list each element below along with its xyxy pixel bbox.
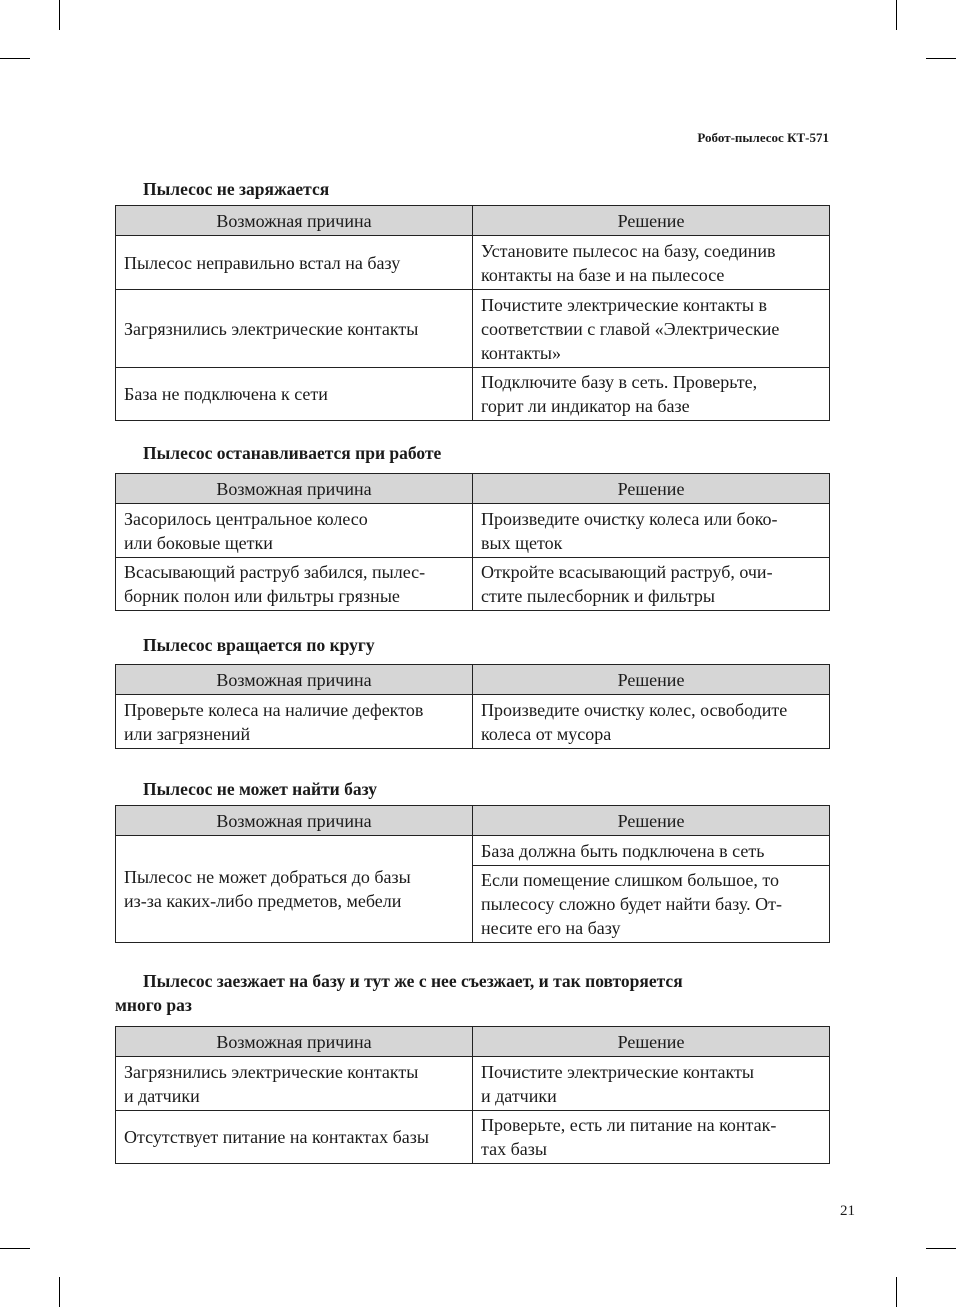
section-title: Пылесос не может найти базу	[143, 779, 378, 799]
crop-mark	[926, 1248, 956, 1249]
table-row: Отсутствует питание на контактах базы Проверьте, есть ли питание на контак- тах базы	[116, 1111, 830, 1164]
table-row: Пылесос неправильно встал на базу Установите пылесос на базу, соединив контакты на базе и на пылесосе	[116, 236, 830, 290]
column-header: Возможная причина	[116, 665, 473, 695]
troubleshooting-table	[115, 805, 830, 943]
page-number: 21	[840, 1203, 855, 1219]
crop-mark	[59, 0, 60, 30]
column-header: Решение	[473, 474, 830, 504]
troubleshooting-table	[115, 473, 830, 611]
troubleshooting-table	[115, 1026, 830, 1164]
column-header: Решение	[473, 806, 830, 836]
troubleshooting-table	[115, 664, 830, 749]
table-row: Проверьте колеса на наличие дефектов или загрязнений Произведите очистку колес, освободите колеса от мусора	[116, 695, 830, 749]
column-header: Возможная причина	[116, 206, 473, 236]
column-header: Возможная причина	[116, 806, 473, 836]
column-header: Возможная причина	[116, 474, 473, 504]
table-row: Всасывающий раструб забился, пылес- борник полон или фильтры грязные Откройте всасывающий раструб, очи- стите пылесборник и фильтры	[116, 558, 830, 611]
section-title: Пылесос вращается по кругу	[143, 635, 375, 655]
crop-mark	[926, 58, 956, 59]
table-row: Пылесос не может добраться до базы из-за каких-либо предметов, мебели База должна быть подключена в сеть	[116, 836, 830, 866]
crop-mark	[0, 58, 30, 59]
crop-mark	[896, 1277, 897, 1307]
table-row: Засорилось центральное колесо или боковые щетки Произведите очистку колеса или боко- вых щеток	[116, 504, 830, 558]
table-row: Загрязнились электрические контакты и датчики Почистите электрические контакты и датчики	[116, 1057, 830, 1111]
crop-mark	[0, 1248, 30, 1249]
troubleshooting-table	[115, 205, 830, 421]
column-header: Решение	[473, 206, 830, 236]
section-title: Пылесос заезжает на базу и тут же с нее съезжает, и так повторяется много раз	[115, 971, 683, 1015]
column-header: Решение	[473, 665, 830, 695]
section-title: Пылесос не заряжается	[143, 179, 330, 199]
crop-mark	[896, 0, 897, 30]
column-header: Возможная причина	[116, 1027, 473, 1057]
running-header: Робот-пылесос КТ-571	[697, 130, 829, 145]
table-row: База не подключена к сети Подключите базу в сеть. Проверьте, горит ли индикатор на базе	[116, 368, 830, 421]
table-row: Загрязнились электрические контакты Почистите электрические контакты в соответствии с главой «Электрические контакты»	[116, 290, 830, 368]
section-title: Пылесос останавливается при работе	[143, 443, 442, 463]
column-header: Решение	[473, 1027, 830, 1057]
crop-mark	[59, 1277, 60, 1307]
table-row: Если помещение слишком большое, то пылесосу сложно будет найти базу. От- несите его на базу	[116, 866, 830, 943]
